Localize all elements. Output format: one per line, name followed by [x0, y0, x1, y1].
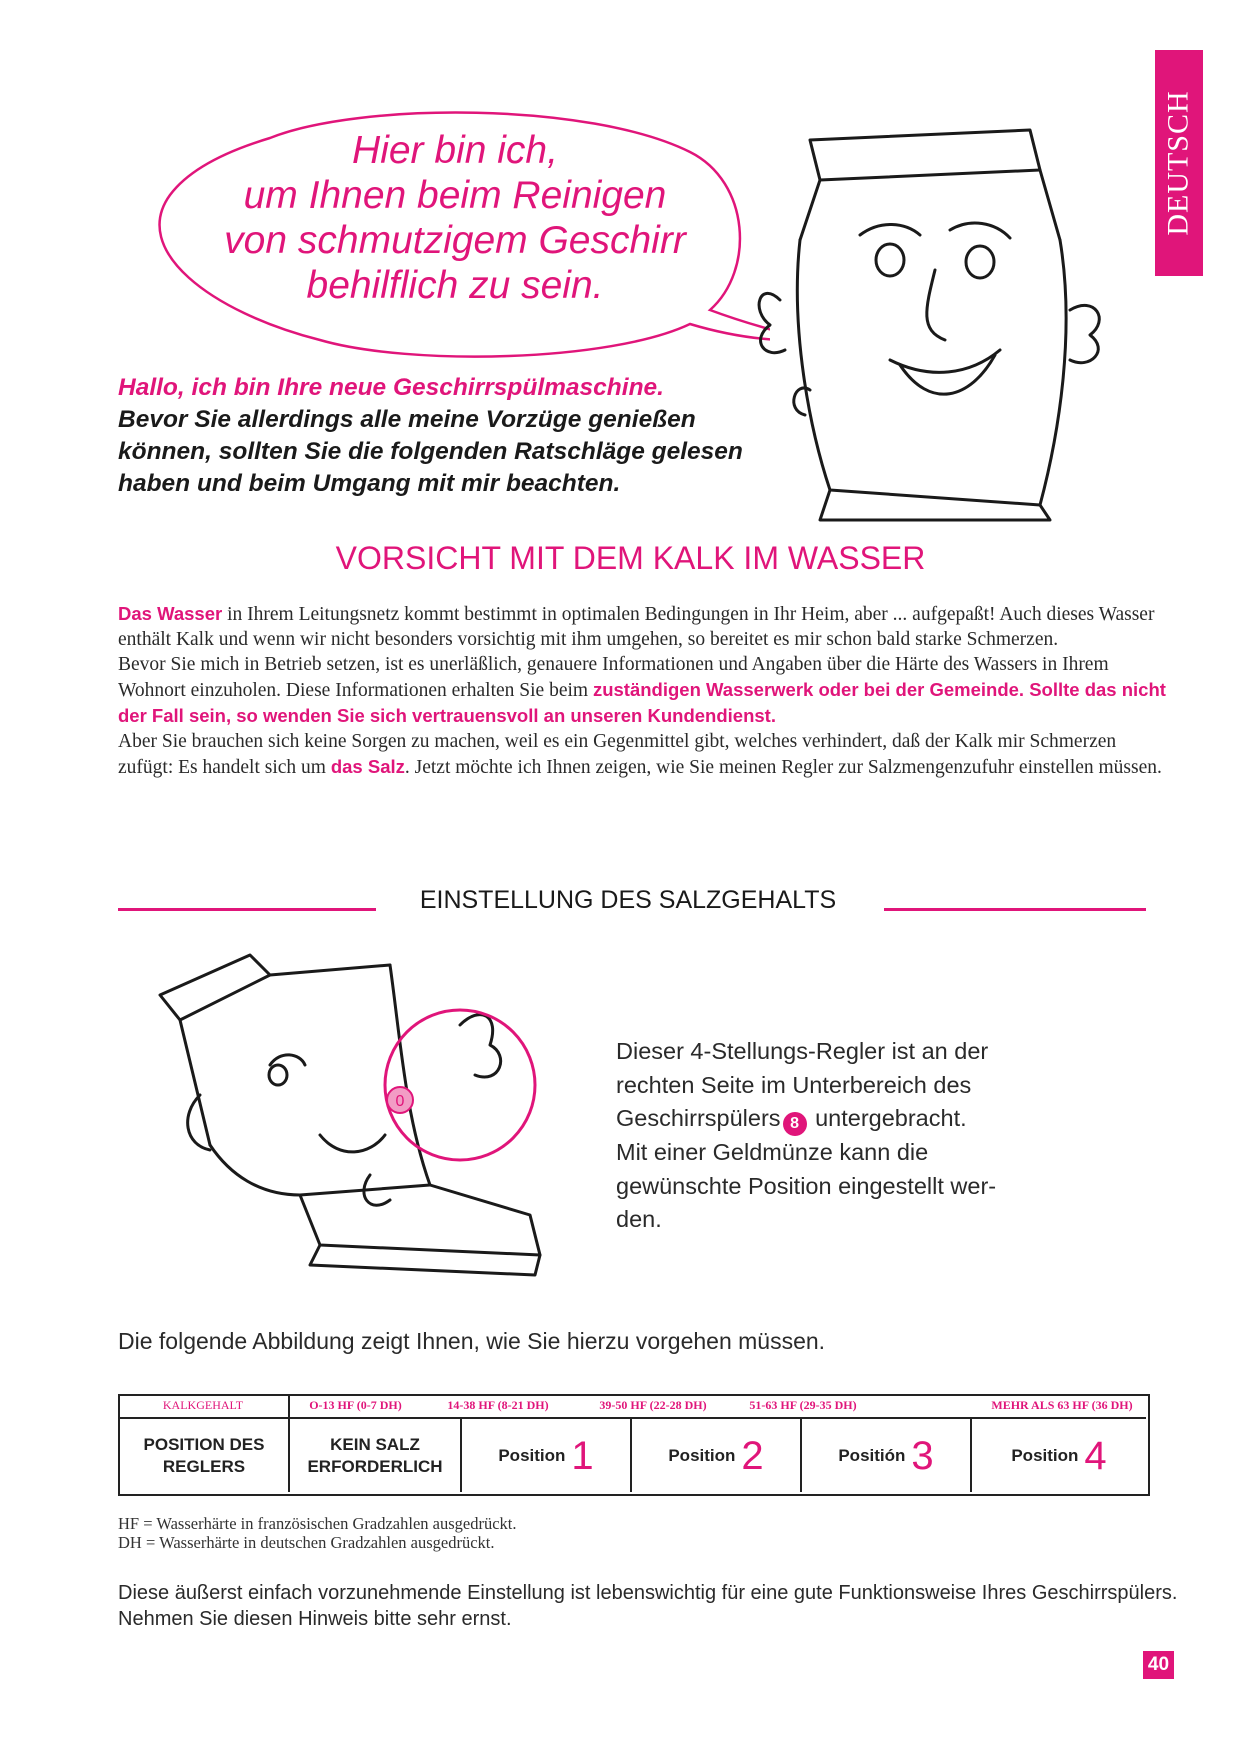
- note-hf: HF = Wasserhärte in französischen Gradzahlen ausgedrückt.: [118, 1514, 517, 1533]
- table-header-range-1: 14-38 HF (8-21 DH): [447, 1398, 549, 1412]
- main-title: VORSICHT MIT DEM KALK IM WASSER: [335, 540, 926, 576]
- body-highlight-salt: das Salz: [330, 756, 405, 777]
- intro-line-2: Bevor Sie allerdings alle meine Vorzüge genießen: [118, 406, 696, 433]
- language-label: DEUTSCH: [1162, 90, 1195, 236]
- position-number: 2: [741, 1434, 764, 1478]
- body-highlight-water: Das Wasser: [118, 603, 223, 624]
- table-header-label: KALKGEHALT: [162, 1398, 244, 1412]
- language-tab: [1155, 50, 1203, 276]
- table-header: [118, 1394, 1146, 1419]
- closing-text: Diese äußerst einfach vorzunehmende Einstellung ist lebenswichtig für eine gute Funktionsweise Ihres Geschirrspülers. Nehmen Sie diesen Hinweis bitte sehr ernst.: [118, 1582, 1178, 1630]
- body-p1-text: in Ihrem Leitungsnetz kommt bestimmt in optimalen Bedingungen in Ihr Heim, aber ... aufgepaßt! Auch dieses Wasser enthält Kalk und wenn wir nicht besonders vorsichtig mit ihm umgehen, so bereitet es mir schon bald starke Schmerzen.: [118, 604, 1155, 650]
- position-number: 4: [1084, 1434, 1107, 1478]
- table-header-range-4: MEHR ALS 63 HF (36 DH): [991, 1398, 1133, 1412]
- intro-line-4: haben und beim Umgang mit mir beachten.: [118, 470, 621, 497]
- side-line-1: Dieser 4-Stellungs-Regler ist an der: [616, 1038, 989, 1064]
- speech-bubble-text: [175, 128, 735, 308]
- body-paragraph-3: [118, 729, 1168, 780]
- body-text: [118, 601, 1168, 780]
- table-cell-position-4: [972, 1419, 1146, 1493]
- intro-text: [118, 372, 838, 500]
- table-cell-position-2: [632, 1419, 800, 1493]
- bubble-line-3: von schmutzigem Geschirr: [224, 219, 686, 262]
- side-line-3b: untergebracht.: [808, 1105, 967, 1131]
- table-cell-position-1: [462, 1419, 630, 1493]
- section-divider-left: [118, 908, 376, 911]
- side-line-4: Mit einer Geldmünze kann die: [616, 1139, 929, 1165]
- position-label: Position: [498, 1446, 566, 1465]
- body-highlight-waterworks: zuständigen Wasserwerk oder bei der Gemeinde. Sollte das nicht der Fall sein, so wenden Sie sich vertrauensvoll an unseren Kundendienst.: [118, 679, 1166, 726]
- zoom-circle: [385, 1010, 535, 1160]
- position-label: Position: [668, 1446, 736, 1465]
- bubble-line-4: behilflich zu sein.: [306, 264, 604, 307]
- regulator-description: [616, 1035, 1036, 1237]
- bubble-line-1: Hier bin ich,: [352, 129, 558, 172]
- intro-line-3: können, sollten Sie die folgenden Ratschläge gelesen: [118, 438, 743, 465]
- position-number: 1: [571, 1434, 594, 1478]
- table-cell-no-salt: KEIN SALZ ERFORDERLICH: [307, 1435, 443, 1476]
- intro-line-1: Hallo, ich bin Ihre neue Geschirrspülmaschine.: [118, 374, 664, 401]
- section-title: EINSTELLUNG DES SALZGEHALTS: [419, 886, 837, 914]
- side-line-2: rechten Seite im Unterbereich des: [616, 1071, 972, 1098]
- component-number-badge: 8: [783, 1112, 807, 1136]
- table-header-range-0: O-13 HF (0-7 DH): [309, 1398, 402, 1412]
- table-cell-position-3: [802, 1419, 970, 1493]
- side-line-6: den.: [616, 1206, 662, 1232]
- body-paragraph-1: [118, 601, 1168, 652]
- figure-caption: Die folgende Abbildung zeigt Ihnen, wie Sie hierzu vorgehen müssen.: [118, 1328, 826, 1354]
- side-line-5: gewünschte Position eingestellt wer-: [616, 1172, 997, 1199]
- side-line-3a: Geschirrspülers: [616, 1105, 781, 1131]
- side-line-3: [616, 1102, 1036, 1136]
- table-header-range-2: 39-50 HF (22-28 DH): [599, 1398, 707, 1412]
- section-divider-right: [884, 908, 1146, 911]
- body-p3-end: . Jetzt möchte ich Ihnen zeigen, wie Sie meinen Regler zur Salzmengenzufuhr einstellen müssen.: [404, 757, 1162, 778]
- table-header-range-3: 51-63 HF (29-35 DH): [749, 1398, 857, 1412]
- bubble-line-2: um Ihnen beim Reinigen: [243, 174, 667, 217]
- page-number: 40: [1143, 1651, 1174, 1679]
- table-notes: [118, 1514, 1018, 1552]
- position-label: Position: [1011, 1446, 1079, 1465]
- position-number: 3: [911, 1434, 934, 1478]
- position-label: Positión: [838, 1446, 906, 1465]
- salt-regulator-illustration: [140, 945, 590, 1285]
- body-p3-text: Aber Sie brauchen sich keine Sorgen zu machen, weil es ein Gegenmittel gibt, welches verhindert, daß der Kalk mir Schmerzen zufügt: Es handelt sich um: [118, 731, 1117, 778]
- body-p2-text: Bevor Sie mich in Betrieb setzen, ist es unerläßlich, genauere Informationen und Angaben über die Härte des Wassers in Ihrem Wohnort einzuholen. Diese Informationen erhalten Sie beim: [118, 654, 1109, 701]
- body-paragraph-2: [118, 652, 1168, 729]
- note-dh: DH = Wasserhärte in deutschen Gradzahlen ausgedrückt.: [118, 1533, 495, 1552]
- table-row-label: POSITION DES REGLERS: [143, 1435, 265, 1476]
- regulator-knob-label: 0: [395, 1093, 405, 1110]
